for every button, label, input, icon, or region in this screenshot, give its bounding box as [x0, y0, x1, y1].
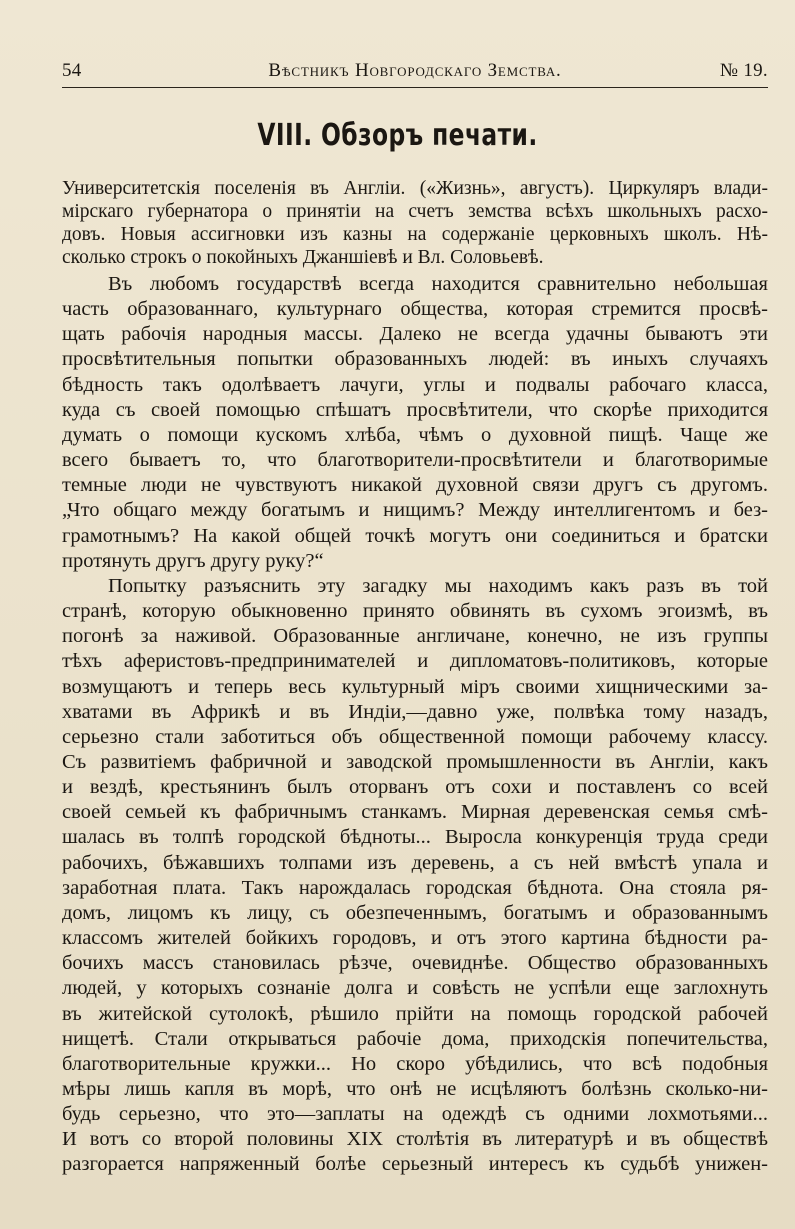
body-line: тѣхъ аферистовъ-предпринимателей и дипломатовъ-политиковъ, которые: [62, 650, 768, 673]
summary-line: мірскаго губернатора о принятіи на счетъ земства всѣхъ школьныхъ расхо-: [62, 201, 768, 222]
body-line: странѣ, которую обыкновенно принято обвинять въ сухомъ эгоизмѣ, въ: [62, 600, 768, 623]
article-body: [62, 272, 768, 1178]
summary-line: сколько строкъ о покойныхъ Джаншіевѣ и Вл. Соловьевѣ.: [62, 247, 544, 268]
body-line: шалась въ толпѣ городской бѣдноты... Выросла конкуренція труда среди: [62, 826, 768, 849]
body-line: домъ, лицомъ къ лицу, съ обезпеченнымъ, богатымъ и образованнымъ: [62, 901, 768, 924]
body-line: бѣдность такъ одолѣваетъ лачуги, углы и подвалы рабочаго класса,: [62, 373, 768, 396]
body-line: куда съ своей помощью спѣшатъ просвѣтители, что скорѣе приходится: [62, 398, 768, 421]
body-line: разгорается напряженный болѣе серьезный интересъ къ судьбѣ унижен-: [62, 1153, 768, 1176]
page-number: 54: [62, 60, 82, 81]
body-line: Съ развитіемъ фабричной и заводской промышленности въ Англіи, какъ: [62, 750, 768, 773]
body-line: бочихъ массъ становилась рѣзче, очевиднѣе. Общество образованныхъ: [62, 952, 768, 975]
body-line: думать о помощи кускомъ хлѣба, чѣмъ о духовной пищѣ. Чаще же: [62, 423, 768, 446]
body-line: грамотнымъ? На какой общей точкѣ могутъ они соединиться и братски: [62, 524, 768, 547]
body-line: Въ любомъ государствѣ всегда находится сравнительно небольшая: [108, 273, 768, 295]
body-line: своей семьей къ фабричнымъ станкамъ. Мирная деревенская семья смѣ-: [62, 801, 768, 824]
body-line: заработная плата. Такъ нарождалась городская бѣднота. Она стояла ря-: [62, 876, 768, 899]
body-line: погонѣ за наживой. Образованные англичане, конечно, не изъ группы: [62, 625, 768, 648]
issue-number: № 19.: [719, 60, 768, 81]
body-line: темные люди не чувствуютъ никакой духовной связи другъ съ другомъ.: [62, 474, 768, 497]
section-title: VIII. Обзоръ печати.: [257, 118, 538, 153]
summary-line: Университетскія поселенія въ Англіи. («Жизнь», августъ). Циркуляръ влади-: [62, 178, 768, 199]
journal-title: Вѣстникъ Новгородскаго Земства.: [268, 60, 562, 81]
running-header: [62, 58, 768, 88]
body-line: классомъ жителей бойкихъ городовъ, и отъ этого картина бѣдности ра-: [62, 927, 768, 950]
body-line: благотворительные кружки... Но скоро убѣдились, что всѣ подобныя: [62, 1052, 768, 1075]
body-line: въ житейской сутолокѣ, рѣшило прійти на помощь городской рабочей: [62, 1002, 768, 1025]
body-line: нищетѣ. Стали открываться рабочіе дома, приходскія попечительства,: [62, 1027, 768, 1050]
body-line: всего бываетъ то, что благотворители-просвѣтители и благотворимые: [62, 449, 768, 472]
body-line: и вездѣ, крестьянинъ былъ оторванъ отъ сохи и поставленъ со всей: [62, 776, 768, 799]
body-line: протянуть другъ другу руку?“: [62, 549, 324, 572]
body-line: возмущаютъ и теперь весь культурный міръ своими хищническими за-: [62, 675, 768, 698]
body-line: мѣры лишь капля въ морѣ, что онѣ не исцѣляютъ болѣзнь сколько-ни-: [62, 1078, 768, 1100]
body-line: „Что общаго между богатымъ и нищимъ? Между интеллигентомъ и без-: [62, 499, 768, 522]
body-line: людей, у которыхъ сознаніе долга и совѣсть не успѣли еще заглохнуть: [62, 977, 768, 1000]
body-line: рабочихъ, бѣжавшихъ толпами изъ деревень, а съ ней вмѣстѣ упала и: [62, 851, 768, 874]
header-rule: [62, 87, 768, 88]
body-line: часть образованнаго, культурнаго общества, которая стремится просвѣ-: [62, 298, 768, 321]
body-line: Попытку разъяснить эту загадку мы находимъ какъ разъ въ той: [108, 574, 768, 597]
body-line: серьезно стали заботиться объ общественной помощи рабочему классу.: [62, 725, 768, 748]
body-line: И вотъ со второй половины XIX столѣтія въ литературѣ и въ обществѣ: [62, 1128, 768, 1151]
body-line: будь серьезно, что это—заплаты на одеждѣ съ одними лохмотьями...: [62, 1103, 768, 1126]
summary-line: довъ. Новыя ассигновки изъ казны на содержаніе церковныхъ школъ. Нѣ-: [62, 224, 768, 245]
body-line: просвѣтительныя попытки образованныхъ людей: въ иныхъ случаяхъ: [62, 348, 768, 371]
body-line: щать рабочія народныя массы. Далеко не всегда удачны бываютъ эти: [62, 323, 768, 346]
body-line: хватами въ Африкѣ и въ Индіи,—давно уже, полвѣка тому назадъ,: [62, 700, 768, 723]
section-summary: [62, 177, 768, 269]
